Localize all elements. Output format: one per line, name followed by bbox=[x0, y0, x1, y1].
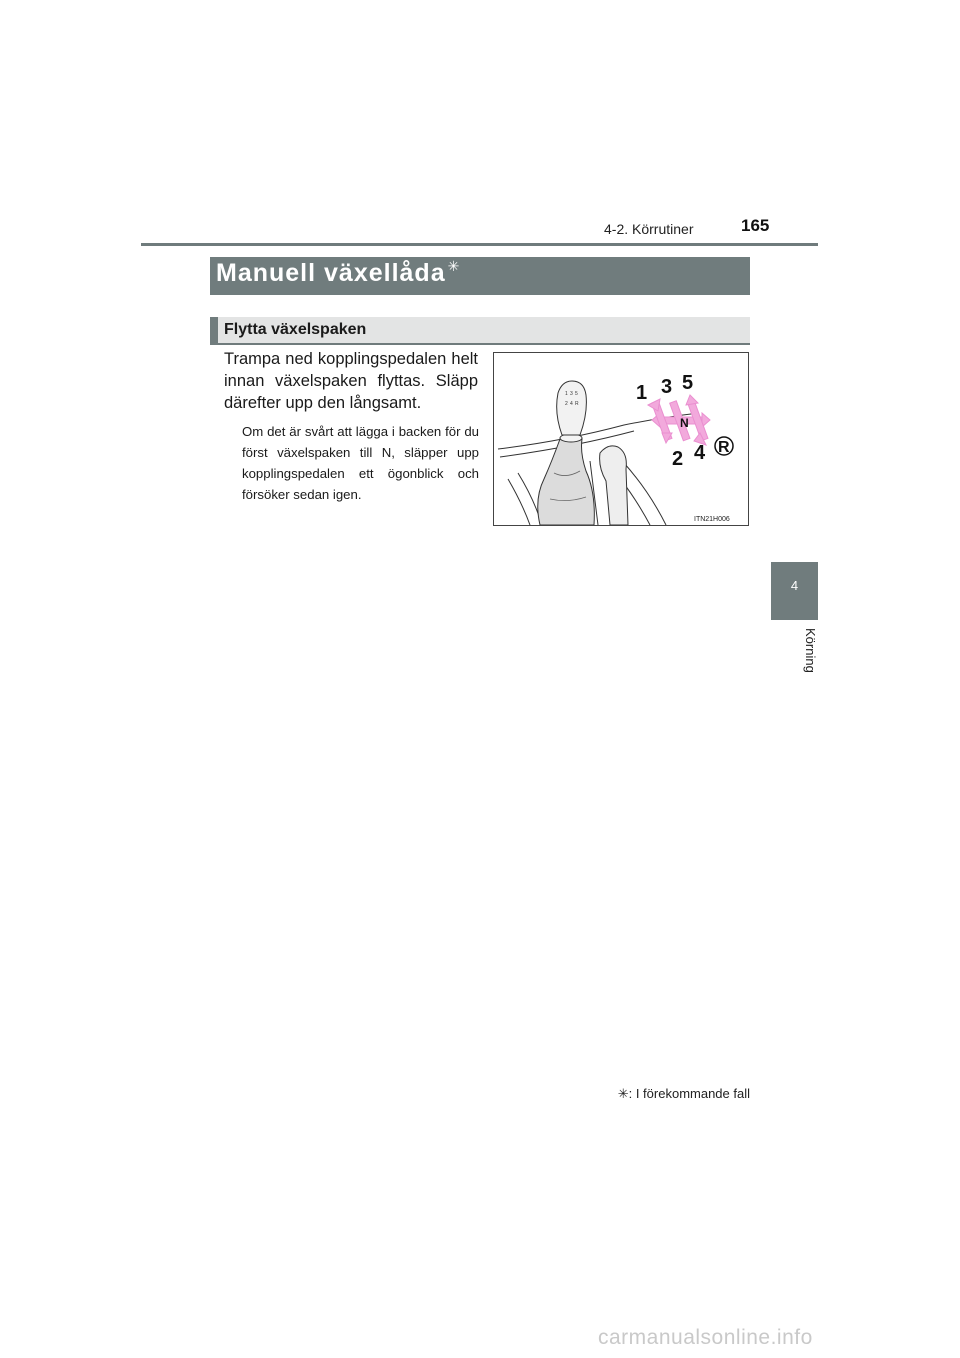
svg-text:5: 5 bbox=[575, 391, 578, 397]
instruction-text: Trampa ned kopplingspedalen helt innan växelspaken flyttas. Släpp därefter upp den långsamt. bbox=[224, 350, 478, 412]
svg-text:3: 3 bbox=[570, 391, 573, 397]
footnote-marker: ✳ bbox=[617, 1086, 629, 1101]
chapter-name bbox=[771, 628, 818, 688]
gear-neutral-label: N bbox=[680, 416, 689, 430]
footnote-text: : I förekommande fall bbox=[628, 1086, 750, 1101]
gear-2-label: 2 bbox=[672, 448, 684, 470]
gear-shift-illustration bbox=[493, 352, 749, 526]
availability-marker: ✳ bbox=[447, 258, 461, 274]
footnote bbox=[610, 1086, 750, 1102]
watermark: carmanualsonline.info bbox=[598, 1326, 813, 1349]
subsection-accent bbox=[210, 317, 218, 345]
svg-text:R: R bbox=[575, 401, 579, 407]
page-number: 165 bbox=[741, 216, 770, 235]
section-label: 4-2. Körrutiner bbox=[604, 221, 694, 237]
gear-1-label: 1 bbox=[636, 382, 648, 404]
svg-text:1: 1 bbox=[565, 391, 568, 397]
subsection-title: Flytta växelspaken bbox=[224, 321, 367, 338]
gear-4-label: 4 bbox=[694, 442, 706, 464]
svg-text:4: 4 bbox=[570, 401, 573, 407]
gear-5-label: 5 bbox=[682, 372, 694, 394]
note-text: Om det är svårt att lägga i backen för du först växelspaken till N, släpper upp kopplingspedalen ett ögonblick och försöker sedan igen. bbox=[242, 424, 479, 502]
figure-code: ITN21H006 bbox=[694, 516, 730, 523]
chapter-number: 4 bbox=[790, 578, 799, 593]
svg-text:2: 2 bbox=[565, 401, 568, 407]
chapter-name-text: Körning bbox=[803, 628, 818, 673]
gear-reverse-label: R bbox=[718, 439, 730, 456]
page-title-text: Manuell växellåda bbox=[216, 259, 446, 287]
page-title bbox=[216, 259, 460, 288]
header-divider bbox=[141, 243, 818, 246]
gear-3-label: 3 bbox=[661, 376, 673, 398]
